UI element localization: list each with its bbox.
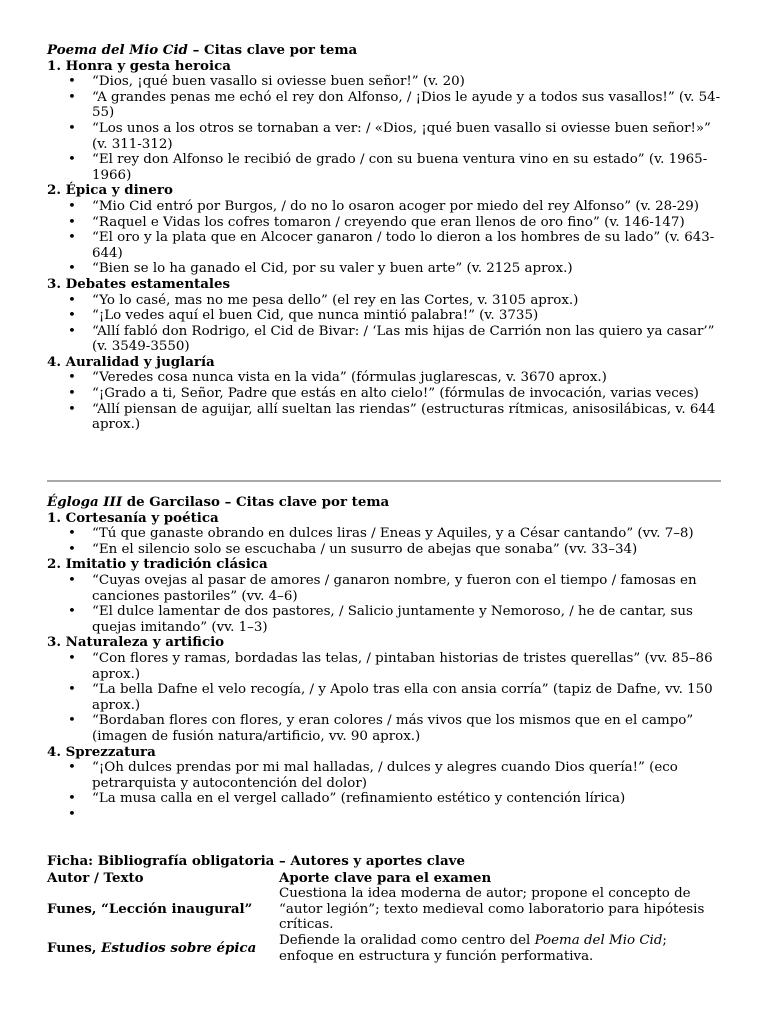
list-item: • “¡Lo vedes aquí el buen Cid, que nunca mintió palabra!” (v. 3735)	[92, 308, 723, 324]
list-item: • “El dulce lamentar de dos pastores, / Salicio juntamente y Nemoroso, / he de cantar, sus quejas imitando” (vv. 1–3)	[92, 604, 723, 635]
column-header-author: Autor / Texto	[47, 869, 144, 886]
quote-list	[47, 199, 723, 277]
list-item: • “Dios, ¡qué buen vasallo si oviesse buen señor!” (v. 20)	[92, 74, 723, 90]
group-heading: 4. Sprezzatura	[47, 743, 156, 760]
group-heading: 3. Debates estamentales	[47, 275, 231, 292]
section-title: Poema del Mio Cid – Citas clave por tema	[47, 42, 358, 58]
list-item: • “Bien se lo ha ganado el Cid, por su valer y buen arte” (v. 2125 aprox.)	[92, 261, 723, 277]
list-item: • “Allí piensan de aguijar, allí sueltan las riendas” (estructuras rítmicas, anisosilábicas, v. 644 aprox.)	[92, 402, 723, 433]
section-egloga-iii	[47, 495, 723, 822]
list-item: • “El rey don Alfonso le recibió de grado / con su buena ventura vino en su estado” (v. 1965-1966)	[92, 152, 723, 183]
list-item: • “La musa calla en el vergel callado” (refinamiento estético y contención lírica)	[92, 791, 723, 807]
list-item: • “¡Grado a ti, Señor, Padre que estás en alto cielo!” (fórmulas de invocación, varias veces)	[92, 386, 723, 402]
list-item: • “Yo lo casé, mas no me pesa dello” (el rey en las Cortes, v. 3105 aprox.)	[92, 293, 723, 309]
group-heading: 1. Cortesanía y poética	[47, 509, 219, 526]
quote-list	[47, 651, 723, 745]
list-item: • “Veredes cosa nunca vista en la vida” (fórmulas juglarescas, v. 3670 aprox.)	[92, 370, 723, 386]
list-item: • “Tú que ganaste obrando en dulces liras / Eneas y Aquiles, y a César cantando” (vv. 7–8)	[92, 526, 723, 542]
list-item: • “Allí fabló don Rodrigo, el Cid de Bivar: / ‘Las mis hijas de Carrión non las quiero ya casar’” (v. 3549-3550)	[92, 324, 723, 355]
list-item: • “Bordaban flores con flores, y eran colores / más vivos que los mismos que en el campo” (imagen de fusión natura/artificio, vv. 90 aprox.)	[92, 713, 723, 744]
list-item: • “A grandes penas me echó el rey don Alfonso, / ¡Dios le ayude y a todos sus vasallos!” (v. 54-55)	[92, 90, 723, 121]
table-header-row	[47, 871, 723, 887]
list-item: • “Mio Cid entró por Burgos, / do no lo osaron acoger por miedo del rey Alfonso” (v. 28-29)	[92, 199, 723, 215]
quote-list	[47, 526, 723, 557]
group-heading: 3. Naturaleza y artificio	[47, 634, 225, 651]
section-mio-cid	[47, 43, 723, 433]
author-cell: Funes, Estudios sobre épica	[47, 939, 257, 956]
list-item: • “La bella Dafne el velo recogía, / y Apolo tras ella con ansia corría” (tapiz de Dafne, vv. 150 aprox.)	[92, 682, 723, 713]
group-heading: 2. Épica y dinero	[47, 182, 173, 199]
list-item-empty	[92, 807, 723, 823]
list-item: • “Raquel e Vidas los cofres tomaron / creyendo que eran llenos de oro fino” (v. 146-147)	[92, 215, 723, 231]
list-item: • “El oro y la plata que en Alcocer ganaron / todo lo dieron a los hombres de su lado” (v. 643-644)	[92, 230, 723, 261]
group-heading: 4. Auralidad y juglaría	[47, 353, 215, 370]
list-item: • “Los unos a los otros se tornaban a ver: / «Dios, ¡qué buen vasallo si oviesse buen señor!»” (v. 311-312)	[92, 121, 723, 152]
bibliography-sheet	[47, 854, 723, 964]
list-item: • “Cuyas ovejas al pasar de amores / ganaron nombre, y fueron con el tiempo / famosas en canciones pastoriles” (vv. 4–6)	[92, 573, 723, 604]
bibliography-title: Ficha: Bibliografía obligatoria – Autores y aportes clave	[47, 853, 465, 869]
list-item: • “En el silencio solo se escuchaba / un susurro de abejas que sonaba” (vv. 33–34)	[92, 542, 723, 558]
section-title: Égloga III de Garcilaso – Citas clave por tema	[47, 494, 390, 510]
list-item: • “¡Oh dulces prendas por mi mal halladas, / dulces y alegres cuando Dios quería!” (eco petrarquista y autocontención del dolor)	[92, 760, 723, 791]
table-row	[47, 933, 723, 964]
bibliography-table	[47, 871, 723, 965]
author-cell: Funes, “Lección inaugural”	[47, 900, 253, 917]
section-divider	[47, 480, 721, 482]
quote-list	[47, 74, 723, 183]
quote-list	[47, 573, 723, 635]
list-item: • “Con flores y ramas, bordadas las telas, / pintaban historias de tristes querellas” (vv. 85–86 aprox.)	[92, 651, 723, 682]
contribution-cell: Defiende la oralidad como centro del Poema del Mio Cid; enfoque en estructura y función performativa.	[279, 932, 667, 964]
group-heading: 1. Honra y gesta heroica	[47, 57, 231, 74]
table-row	[47, 886, 723, 933]
group-heading: 2. Imitatio y tradición clásica	[47, 556, 268, 573]
quote-list	[47, 370, 723, 432]
contribution-cell: Cuestiona la idea moderna de autor; propone el concepto de “autor legión”; texto medieval como laboratorio para hipótesis críticas.	[279, 886, 705, 933]
quote-list	[47, 293, 723, 355]
quote-list	[47, 760, 723, 822]
column-header-contribution: Aporte clave para el examen	[279, 869, 492, 886]
